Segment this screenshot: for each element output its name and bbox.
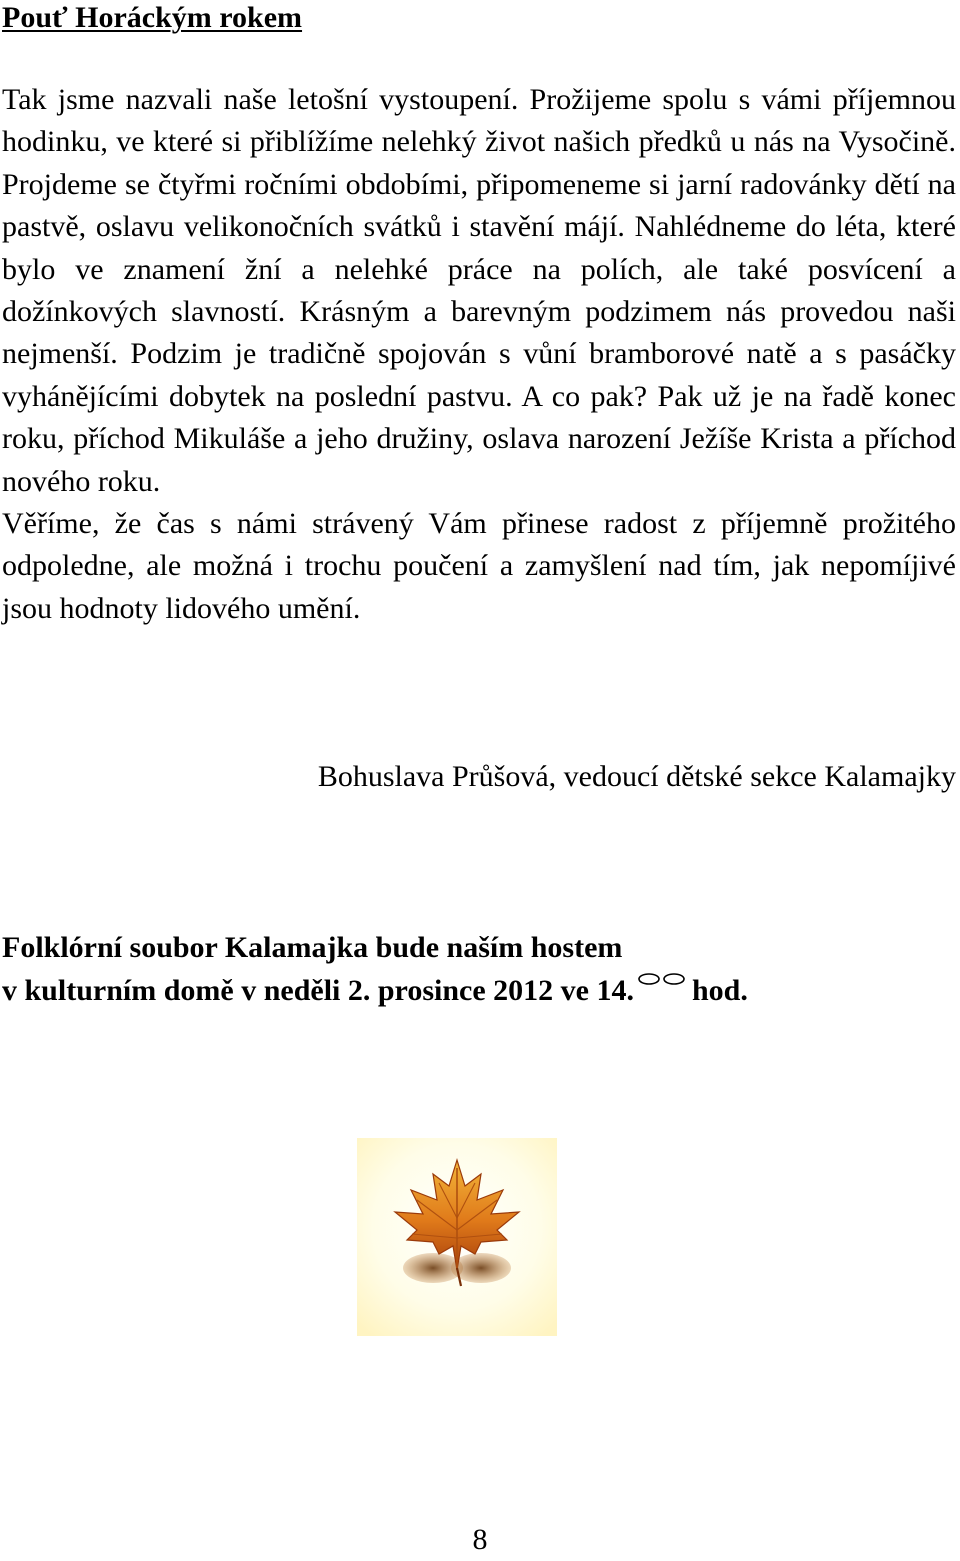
- announcement-line-2: [2, 969, 956, 1012]
- autumn-leaf-image: [357, 1138, 557, 1336]
- autumn-leaf-icon: [357, 1138, 557, 1336]
- announcement-date-time: v kulturním domě v neděli 2. prosince 2012 ve 14.: [2, 974, 634, 1007]
- time-minutes-placeholder-icon: [638, 969, 686, 989]
- page-number: 8: [472, 1523, 488, 1556]
- article-title: Pouť Horáckým rokem: [2, 1, 303, 34]
- announcement-line-1: Folklórní soubor Kalamajka bude naším hostem: [2, 931, 623, 964]
- announcement-hour-label: hod.: [691, 974, 748, 1007]
- article-body: [2, 79, 956, 630]
- article-paragraph-2: Věříme, že čas s námi strávený Vám přinese radost z příjemně prožitého odpoledne, ale možná i trochu poučení a zamyšlení nad tím, jak nepomíjivé jsou hodnoty lidového umění.: [2, 507, 956, 625]
- article-paragraph-1: Tak jsme nazvali naše letošní vystoupení. Prožijeme spolu s vámi příjemnou hodinku, ve které si přiblížíme nelehký život našich předků u nás na Vysočině. Projdeme se čtyřmi ročními obdobími, připomeneme si jarní radovánky dětí na pastvě, oslavu velikonočních svátků i stavění májí. Nahlédneme do léta, které bylo ve znamení žní a nelehké práce na polích, ale také posvícení a dožínkových slavností. Krásným a barevným podzimem nás provedou naši nejmenší. Podzim je tradičně spojován s vůní bramborové natě a s pasáčky vyhánějícími dobytek na poslední pastvu. A co pak? Pak už je na řadě konec roku, příchod Mikuláše a jeho družiny, oslava narození Ježíše Krista a příchod nového roku.: [2, 83, 956, 498]
- event-announcement: [2, 926, 956, 1012]
- article-signature: Bohuslava Průšová, vedoucí dětské sekce Kalamajky: [317, 760, 956, 793]
